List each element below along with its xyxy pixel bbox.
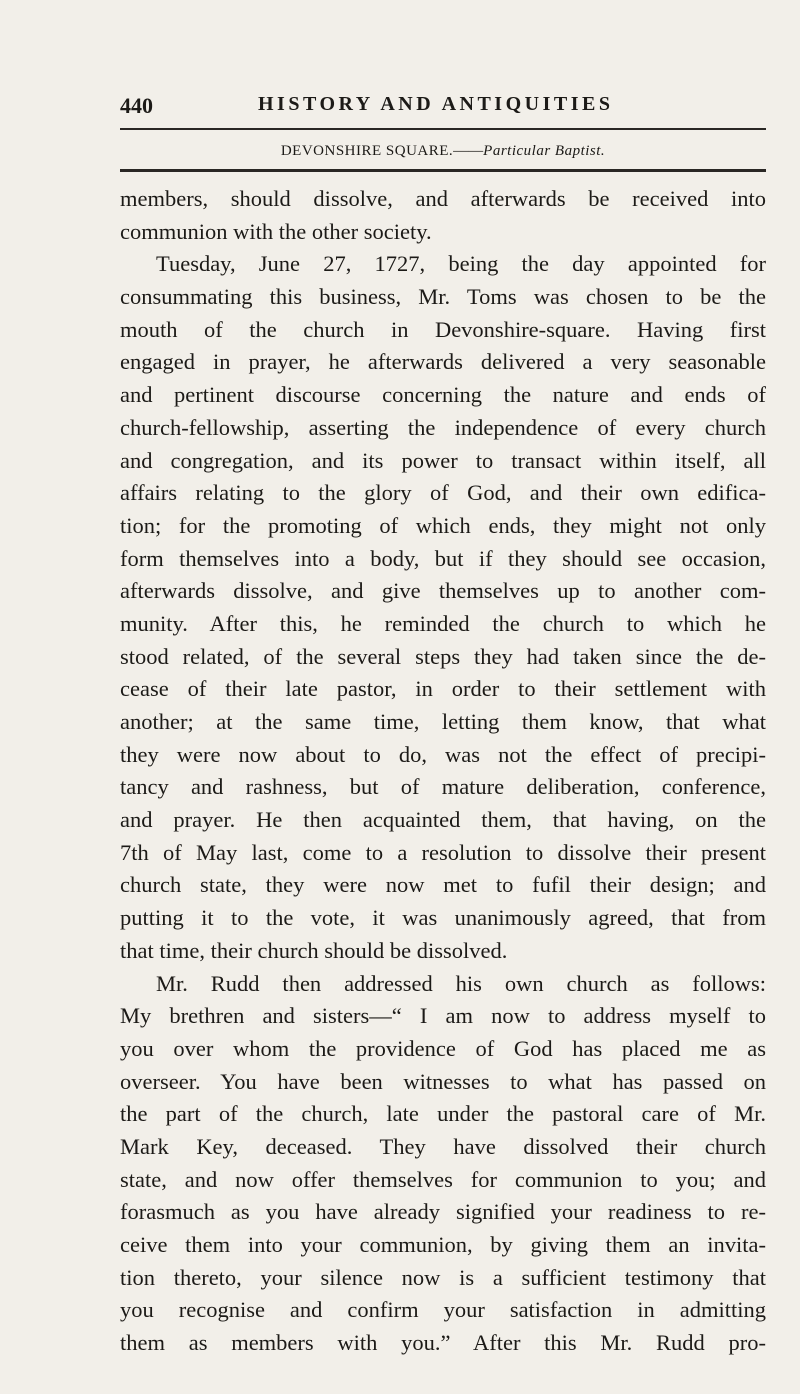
text-line: affairs relating to the glory of God, and their own edifica- [120,480,766,506]
subheader-topic: Particular Baptist. [483,143,606,159]
text-line: they were now about to do, was not the effect of precipi- [120,741,766,767]
text-line: the part of the church, late under the pastoral care of Mr. [120,1101,766,1127]
text-line: communion with the other society. [120,218,432,244]
text-line: them as members with you.” After this Mr. Rudd pro- [120,1330,766,1356]
text-line: tancy and rashness, but of mature deliberation, conference, [120,774,766,800]
text-line: Mark Key, deceased. They have dissolved their church [120,1133,766,1159]
text-line: Tuesday, June 27, 1727, being the day appointed for [156,251,766,277]
text-line: tion; for the promoting of which ends, they might not only [120,512,766,538]
page-header [120,93,766,125]
text-line: 7th of May last, come to a resolution to dissolve their present [120,839,766,865]
text-line: Mr. Rudd then addressed his own church as follows: [156,970,766,996]
text-line: cease of their late pastor, in order to their settlement with [120,676,766,702]
text-line: you over whom the providence of God has placed me as [120,1035,766,1061]
body-text [120,183,766,1360]
text-line: afterwards dissolve, and give themselves up to another com- [120,578,766,604]
text-line: mouth of the church in Devonshire-square. Having first [120,316,766,342]
text-line: state, and now offer themselves for communion to you; and [120,1166,766,1192]
header-rule-bottom [120,169,766,172]
text-line: tion thereto, your silence now is a sufficient testimony that [120,1264,766,1290]
text-line: church state, they were now met to fufil their design; and [120,872,766,898]
text-line: putting it to the vote, it was unanimously agreed, that from [120,905,766,931]
text-line: another; at the same time, letting them know, that what [120,709,766,734]
header-rule-top [120,128,766,130]
text-line: overseer. You have been witnesses to what has passed on [120,1068,766,1094]
text-line: members, should dissolve, and afterwards be received into [120,186,766,211]
text-line: you recognise and confirm your satisfaction in admitting [120,1297,766,1323]
subheader-place: DEVONSHIRE SQUARE. [280,143,454,159]
page-number: 440 [120,93,153,118]
text-line: church-fellowship, asserting the independence of every church [120,414,766,440]
text-line: form themselves into a body, but if they should see occasion, [120,545,766,571]
text-line: that time, their church should be dissolved. [120,937,508,963]
text-line: forasmuch as you have already signified your readiness to re- [120,1199,766,1225]
running-title: HISTORY AND ANTIQUITIES [258,93,614,115]
section-subheader [120,143,766,160]
subheader-dash: —— [453,143,484,159]
text-line: and prayer. He then acquainted them, that having, on the [120,807,766,833]
text-line: consummating this business, Mr. Toms was chosen to be the [120,284,766,310]
text-line: and congregation, and its power to transact within itself, all [120,447,766,473]
text-line: ceive them into your communion, by giving them an invita- [120,1232,766,1257]
text-line: munity. After this, he reminded the church to which he [120,610,766,636]
text-line: stood related, of the several steps they had taken since the de- [120,643,766,669]
text-line: My brethren and sisters—“ I am now to address myself to [120,1003,766,1029]
text-line: engaged in prayer, he afterwards delivered a very seasonable [120,349,766,375]
text-line: and pertinent discourse concerning the nature and ends of [120,382,766,408]
